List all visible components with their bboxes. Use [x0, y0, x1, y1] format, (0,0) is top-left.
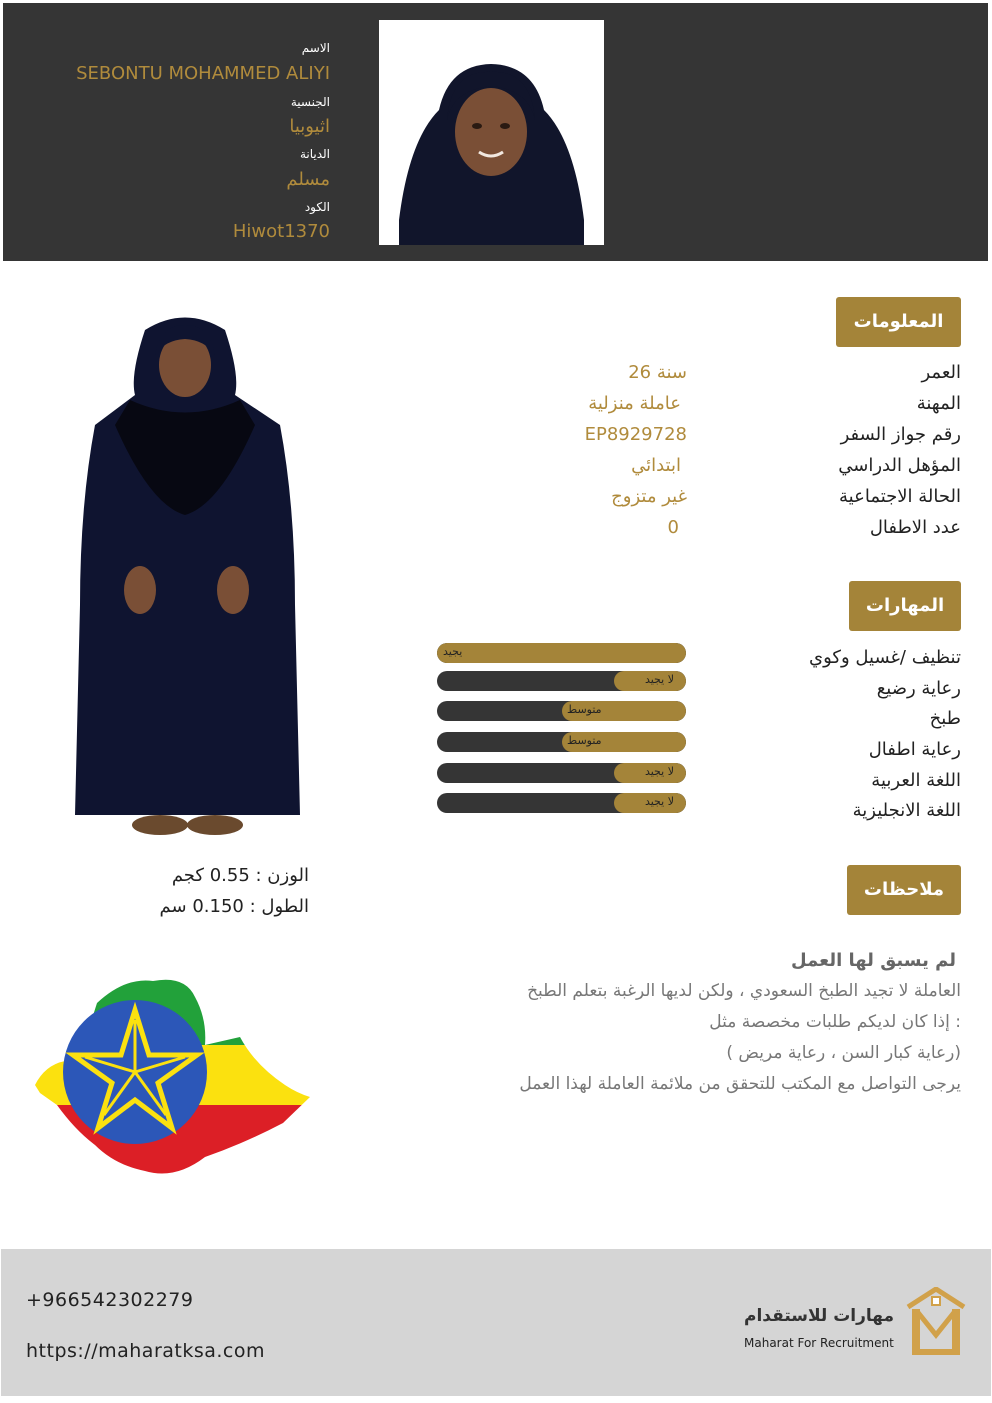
- full-body-photo: [55, 305, 315, 850]
- logo-text-en: Maharat For Recruitment: [744, 1336, 894, 1350]
- notes-line: يرجى التواصل مع المكتب للتحقق من ملائمة العاملة لهذا العمل: [519, 1074, 961, 1094]
- website-link[interactable]: https://maharatksa.com: [26, 1340, 266, 1362]
- passport-value: EP8929728: [584, 424, 687, 445]
- marital-status-value: غير متزوج: [611, 486, 687, 507]
- code-label: الكود: [304, 200, 330, 214]
- name-label: الاسم: [301, 41, 330, 55]
- skill-label-english: اللغة الانجليزية: [852, 800, 961, 821]
- skill-level: لا يجيد: [644, 795, 674, 808]
- skill-bar-cleaning: [437, 643, 686, 663]
- logo-text-ar: مهارات للاستقدام: [744, 1306, 895, 1326]
- ethiopia-map-flag: [35, 975, 310, 1180]
- skill-bar-english: [437, 793, 686, 813]
- skill-bar-infant-care: [437, 671, 686, 691]
- religion-value: مسلم: [286, 169, 330, 190]
- skill-label-cooking: طبخ: [929, 708, 961, 729]
- name-value: SEBONTU MOHAMMED ALIYI: [76, 63, 330, 84]
- skill-bar-arabic: [437, 763, 686, 783]
- height-text: الطول : 0.150 سم: [159, 896, 309, 917]
- skill-bar-fill: [437, 643, 686, 663]
- skill-bar-childcare: [437, 732, 686, 752]
- skills-section-title: المهارات: [849, 581, 961, 631]
- skill-level: متوسط: [567, 703, 602, 716]
- passport-label: رقم جواز السفر: [840, 424, 961, 445]
- notes-heading: لم يسبق لها العمل: [791, 950, 956, 971]
- skill-level: لا يجيد: [644, 673, 674, 686]
- age-label: العمر: [921, 362, 961, 383]
- children-label: عدد الاطفال: [869, 517, 961, 538]
- skill-level: يجيد: [443, 645, 463, 658]
- profession-label: المهنة: [916, 393, 961, 414]
- education-label: المؤهل الدراسي: [838, 455, 961, 476]
- education-value: ابتدائي: [631, 455, 681, 476]
- profession-value: عاملة منزلية: [588, 393, 681, 414]
- phone-number[interactable]: +966542302279: [26, 1289, 194, 1311]
- age-value: 26 سنة: [628, 362, 687, 383]
- code-value: Hiwot1370: [232, 221, 330, 242]
- skill-label-cleaning: تنظيف /غسيل وكوي: [809, 647, 961, 668]
- nationality-value: اثيوبيا: [289, 116, 330, 137]
- religion-label: الديانة: [299, 147, 330, 161]
- skill-label-infant-care: رعاية رضيع: [876, 678, 961, 699]
- skill-level: متوسط: [567, 734, 602, 747]
- company-logo-icon: [906, 1287, 966, 1358]
- notes-line: العاملة لا تجيد الطبخ السعودي ، ولكن لديها الرغبة بتعلم الطبخ: [527, 981, 961, 1001]
- notes-line: ( رعاية كبار السن ، رعاية مريض): [726, 1043, 961, 1063]
- skill-level: لا يجيد: [644, 765, 674, 778]
- nationality-label: الجنسية: [290, 95, 330, 109]
- marital-status-label: الحالة الاجتماعية: [839, 486, 961, 507]
- notes-line: إذا كان لديكم طلبات مخصصة مثل :: [709, 1012, 961, 1032]
- skill-label-arabic: اللغة العربية: [871, 770, 961, 791]
- notes-section-title: ملاحظات: [847, 865, 961, 915]
- info-section-title: المعلومات: [836, 297, 961, 347]
- portrait-photo: [379, 20, 604, 245]
- children-value: 0: [667, 517, 679, 538]
- skill-label-childcare: رعاية اطفال: [868, 739, 961, 760]
- skill-bar-cooking: [437, 701, 686, 721]
- weight-text: الوزن : 0.55 كجم: [171, 865, 309, 886]
